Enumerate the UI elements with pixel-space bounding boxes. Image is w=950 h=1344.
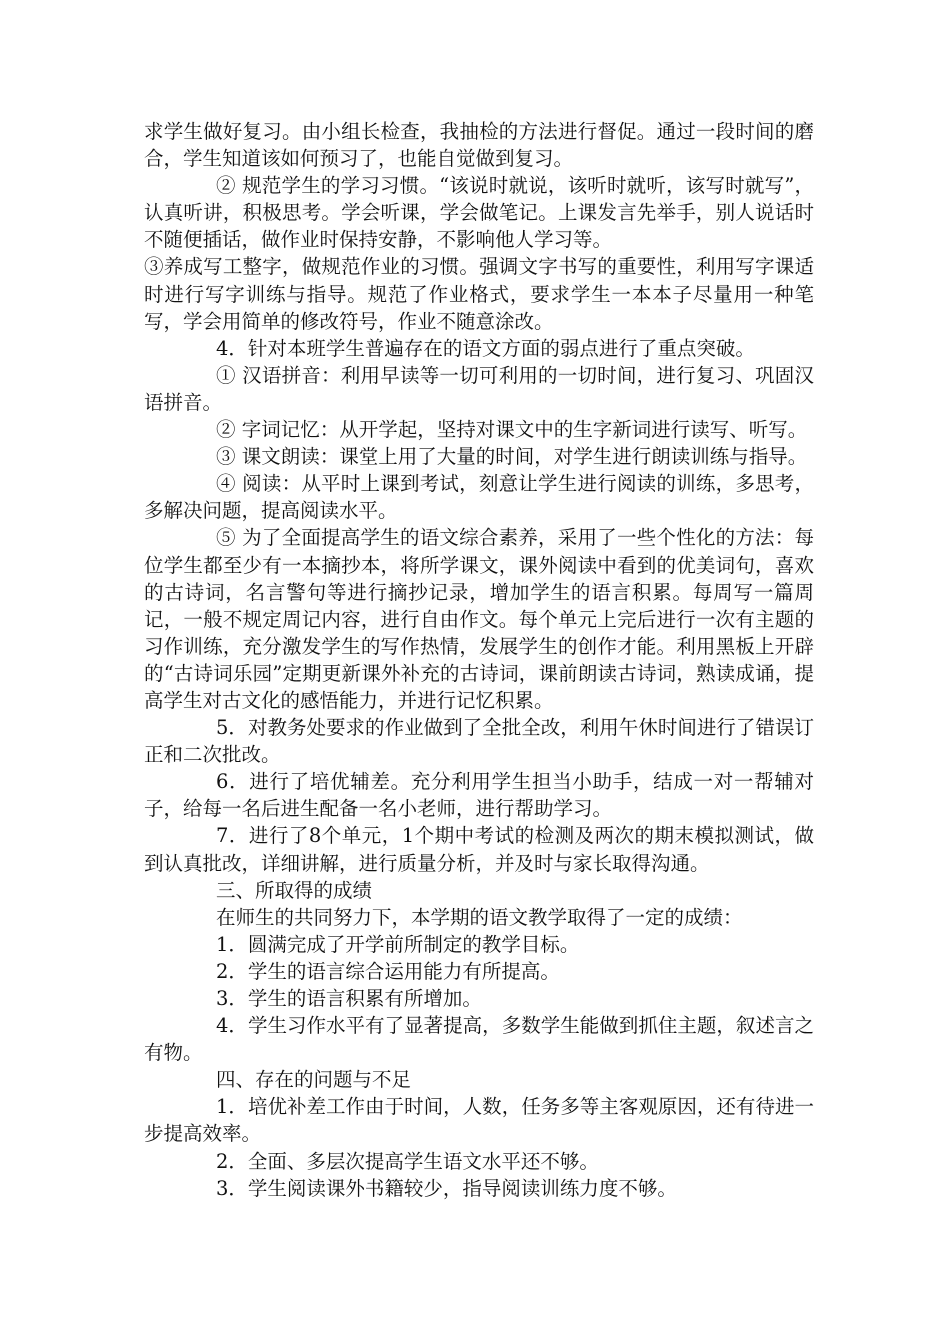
list-item-problem-3: 3．学生阅读课外书籍较少，指导阅读训练力度不够。 <box>216 1176 677 1200</box>
paragraph-text-reading-aloud: ③ 课文朗读：课堂上用了大量的时间，对学生进行朗读训练与指导。 <box>216 445 808 469</box>
section-heading-problems: 四、存在的问题与不足 <box>216 1068 412 1092</box>
list-item-achievement-4: 4．学生习作水平有了显著提高，多数学生能做到抓住主题，叙述言之有物。 <box>144 1014 814 1065</box>
paragraph-comprehensive-literacy: ⑤ 为了全面提高学生的语文综合素养，采用了一些个性化的方法：每位学生都至少有一本摘抄本，将所学课文，课外阅读中看到的优美词句，喜欢的古诗词，名言警句等进行摘抄记录，增加学生的语言积累。每周写一篇周记，一般不规定周记内容，进行自由作文。每个单元上完后进行一次有主题的习作训练，充分激发学生的写作热情，发展学生的创作才能。利用黑板上开辟的“古诗词乐园”定期更新课外补充的古诗词，课前朗读古诗词，熟读成诵，提高学生对古文化的感悟能力，并进行记忆积累。 <box>144 526 814 712</box>
paragraph-reading: ④ 阅读：从平时上课到考试，刻意让学生进行阅读的训练，多思考，多解决问题，提高阅读水平。 <box>144 472 814 523</box>
paragraph-weakness-breakthrough: 4．针对本班学生普遍存在的语文方面的弱点进行了重点突破。 <box>216 336 755 360</box>
paragraph-pinyin: ① 汉语拼音：利用早读等一切可利用的一切时间，进行复习、巩固汉语拼音。 <box>144 363 814 414</box>
paragraph-tutoring: 6．进行了培优辅差。充分利用学生担当小助手，结成一对一帮辅对子，给每一名后进生配备一名小老师，进行帮助学习。 <box>144 770 814 821</box>
paragraph-writing-habits: ③养成写工整字，做规范作业的习惯。强调文字书写的重要性，利用写字课适时进行写字训练与指导。规范了作业格式，要求学生一本本子尽量用一种笔写，学会用简单的修改符号，作业不随意涂改。 <box>144 255 814 333</box>
list-item-achievement-2: 2．学生的语言综合运用能力有所提高。 <box>216 959 560 983</box>
paragraph-vocabulary-memory: ② 字词记忆：从开学起，坚持对课文中的生字新词进行读写、听写。 <box>216 418 808 442</box>
paragraph-review-supervision: 求学生做好复习。由小组长检查，我抽检的方法进行督促。通过一段时间的磨合，学生知道该如何预习了，也能自觉做到复习。 <box>144 120 814 171</box>
paragraph-unit-tests: 7．进行了8个单元，1个期中考试的检测及两次的期末模拟测试，做到认真批改，详细讲解，进行质量分析，并及时与家长取得沟通。 <box>144 824 814 875</box>
paragraph-study-habits: ② 规范学生的学习习惯。“该说时就说，该听时就听，该写时就写”，认真听讲，积极思考。学会听课，学会做笔记。上课发言先举手，别人说话时不随便插话，做作业时保持安静，不影响他人学习等。 <box>144 174 814 252</box>
paragraph-achievements-intro: 在师生的共同努力下，本学期的语文教学取得了一定的成绩： <box>216 905 743 929</box>
section-heading-achievements: 三、所取得的成绩 <box>216 878 373 902</box>
document-page <box>144 118 814 1202</box>
list-item-problem-2: 2．全面、多层次提高学生语文水平还不够。 <box>216 1149 599 1173</box>
list-item-problem-1: 1．培优补差工作由于时间，人数，任务多等主客观原因，还有待进一步提高效率。 <box>144 1095 814 1146</box>
list-item-achievement-3: 3．学生的语言积累有所增加。 <box>216 987 482 1010</box>
paragraph-homework-correction: 5．对教务处要求的作业做到了全批全改，利用午休时间进行了错误订正和二次批改。 <box>144 716 814 767</box>
list-item-achievement-1: 1．圆满完成了开学前所制定的教学目标。 <box>216 932 580 956</box>
